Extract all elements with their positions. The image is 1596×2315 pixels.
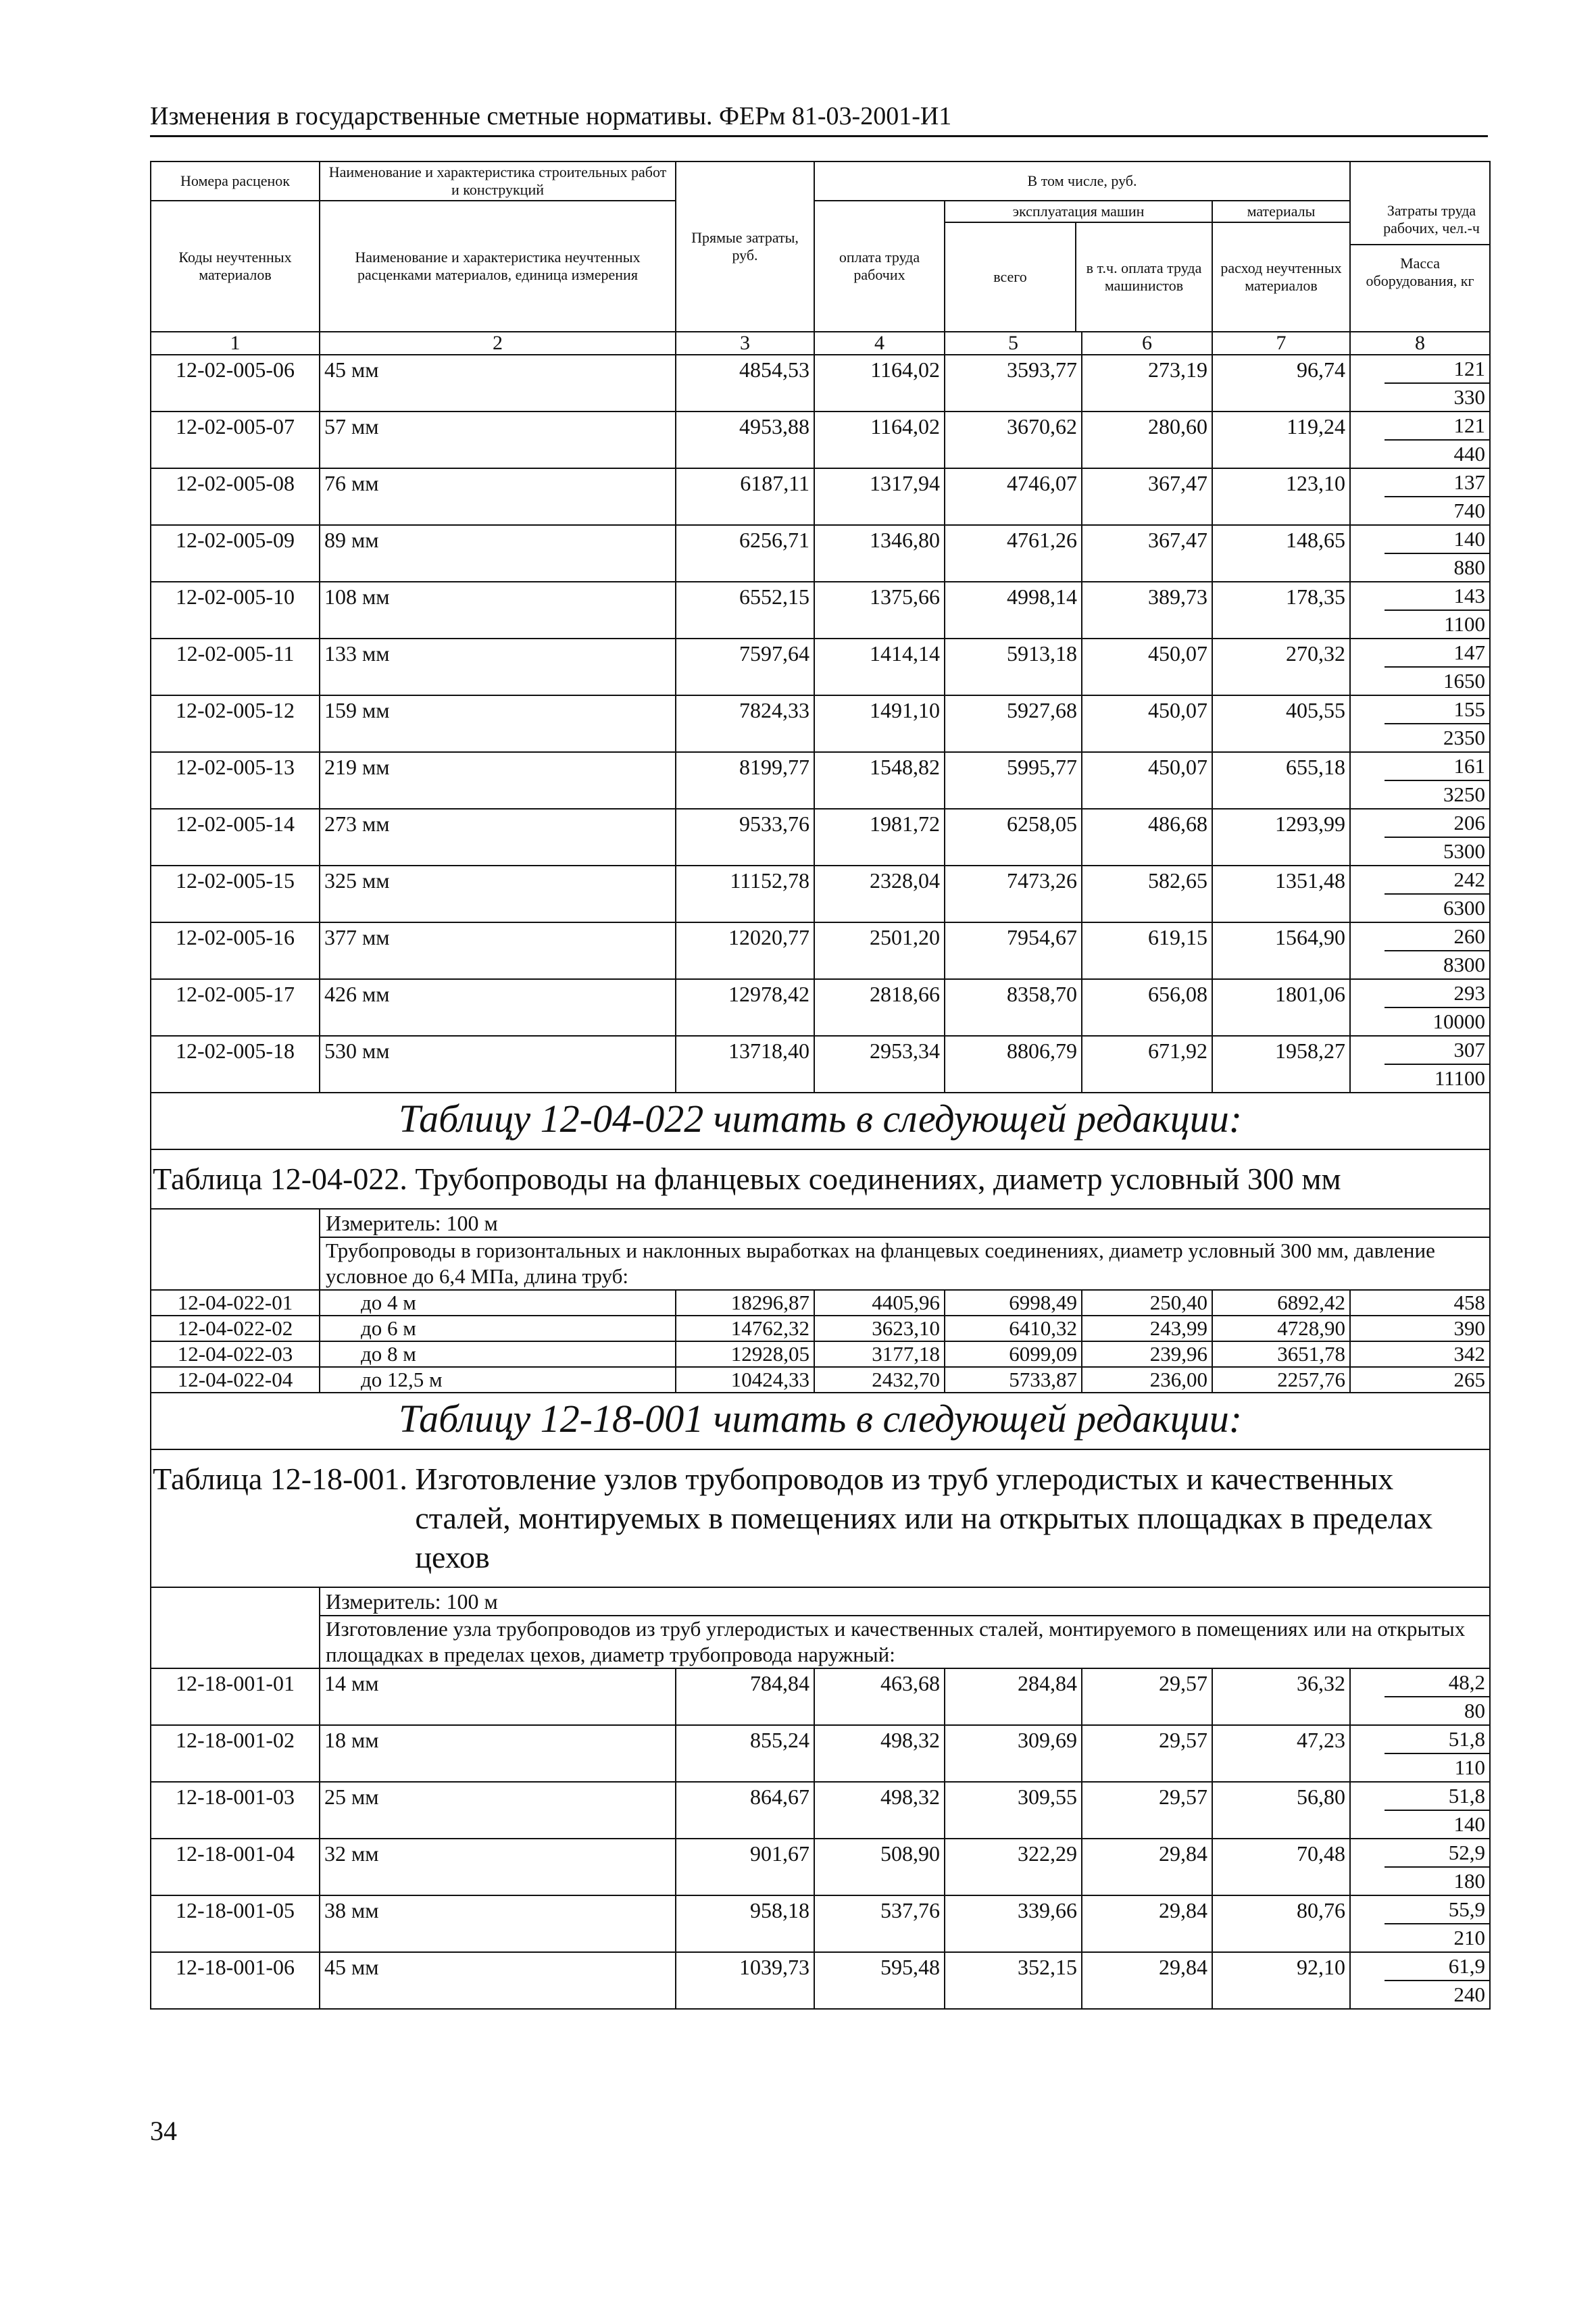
table-row [151, 809, 1490, 866]
equipment-mass: 1100 [1444, 612, 1486, 636]
machines-total: 322,29 [945, 1839, 1082, 1895]
table-12-18-001-title [151, 1449, 1490, 1587]
work-name: 273 мм [320, 809, 676, 866]
direct-cost: 7824,33 [676, 695, 814, 752]
col-number: 8 [1350, 332, 1490, 355]
equipment-mass: 80 [1464, 1699, 1486, 1722]
materials-cost: 1958,27 [1212, 1036, 1350, 1093]
machinists-wages: 389,73 [1082, 582, 1212, 639]
work-name: 377 мм [320, 922, 676, 979]
workers-wages: 1317,94 [814, 468, 945, 525]
table-caption: Трубопроводы на фланцевых соединениях, диаметр условный 300 мм [415, 1162, 1341, 1196]
machines-total: 7473,26 [945, 866, 1082, 922]
materials-cost: 3651,78 [1212, 1341, 1350, 1367]
materials-cost: 178,35 [1212, 582, 1350, 639]
rate-code: 12-02-005-16 [151, 922, 320, 979]
labor-mass-cell [1350, 695, 1490, 752]
table-row [151, 1036, 1490, 1093]
equipment-mass: 1650 [1443, 669, 1486, 693]
labor-cost: 61,9 [1385, 1953, 1489, 1981]
workers-wages: 2328,04 [814, 866, 945, 922]
workers-wages: 1981,72 [814, 809, 945, 866]
workers-wages: 498,32 [814, 1782, 945, 1839]
col2-top-header: Наименование и характеристика строительных работ и конструкций [320, 161, 676, 201]
rate-code: 12-18-001-05 [151, 1895, 320, 1952]
rate-code: 12-04-022-04 [151, 1367, 320, 1393]
work-name: 14 мм [320, 1668, 676, 1725]
workers-wages: 1164,02 [814, 412, 945, 468]
rate-code: 12-04-022-03 [151, 1341, 320, 1367]
page-header: Изменения в государственные сметные нормативы. ФЕРм 81-03-2001-И1 [150, 102, 952, 130]
labor-cost: 51,8 [1385, 1783, 1489, 1811]
rate-code: 12-02-005-07 [151, 412, 320, 468]
table-row [151, 752, 1490, 809]
machines-total: 6099,09 [945, 1341, 1082, 1367]
equipment-mass: 3250 [1443, 782, 1486, 806]
rate-code: 12-02-005-06 [151, 355, 320, 412]
table-row [151, 1895, 1490, 1952]
revision-banner-2: Таблицу 12-18-001 читать в следующей редакции: [151, 1393, 1490, 1449]
workers-wages: 2501,20 [814, 922, 945, 979]
labor-cost: 155 [1385, 696, 1489, 724]
machines-total: 309,69 [945, 1725, 1082, 1782]
machinists-wages: 273,19 [1082, 355, 1212, 412]
table-row [151, 468, 1490, 525]
machinists-wages: 280,60 [1082, 412, 1212, 468]
labor-mass-cell [1350, 979, 1490, 1036]
table-label: Таблица 12-04-022. [153, 1162, 407, 1196]
equipment-mass: 10000 [1432, 1010, 1486, 1033]
workers-wages: 1164,02 [814, 355, 945, 412]
work-name: 159 мм [320, 695, 676, 752]
direct-cost: 784,84 [676, 1668, 814, 1725]
labor-mass-cell [1350, 752, 1490, 809]
table-label: Таблица 12-18-001. [153, 1462, 407, 1496]
rate-code: 12-18-001-04 [151, 1839, 320, 1895]
labor-mass-cell [1350, 582, 1490, 639]
work-name: 219 мм [320, 752, 676, 809]
col-number: 2 [320, 332, 676, 355]
equipment-mass: 11100 [1434, 1066, 1486, 1090]
workers-wages: 2818,66 [814, 979, 945, 1036]
machines-header [945, 201, 1212, 332]
col2-bottom-header: Наименование и характеристика неучтенных расценками материалов, единица измерения [320, 201, 676, 332]
labor-mass-cell [1350, 922, 1490, 979]
labor-cost: 55,9 [1385, 1896, 1489, 1924]
direct-cost: 4953,88 [676, 412, 814, 468]
materials-cost: 1564,90 [1212, 922, 1350, 979]
labor-mass-cell [1350, 1725, 1490, 1782]
col6-header: в т.ч. оплата труда машинистов [1086, 259, 1202, 294]
materials-cost: 56,80 [1212, 1782, 1350, 1839]
labor-cost: 260 [1385, 923, 1489, 951]
machinists-wages: 243,99 [1082, 1316, 1212, 1341]
equipment-mass: 440 [1453, 442, 1486, 466]
work-name: 32 мм [320, 1839, 676, 1895]
table-row [151, 1952, 1490, 2009]
rate-code: 12-02-005-17 [151, 979, 320, 1036]
direct-cost: 12020,77 [676, 922, 814, 979]
work-name: 530 мм [320, 1036, 676, 1093]
direct-cost: 4854,53 [676, 355, 814, 412]
table-row [151, 1782, 1490, 1839]
equipment-mass: 8300 [1443, 953, 1486, 976]
machines-total: 352,15 [945, 1952, 1082, 2009]
table-row [151, 695, 1490, 752]
table-row [151, 1341, 1490, 1367]
work-name: 45 мм [320, 355, 676, 412]
col1-top-header: Номера расценок [151, 161, 320, 201]
labor-cost: 161 [1385, 753, 1489, 781]
table-row [151, 866, 1490, 922]
equipment-mass: 110 [1454, 1756, 1486, 1779]
rate-code: 12-02-005-18 [151, 1036, 320, 1093]
work-name: 45 мм [320, 1952, 676, 2009]
equipment-mass: 740 [1453, 499, 1486, 522]
machines-label: эксплуатация машин [945, 201, 1212, 223]
materials-cost: 119,24 [1212, 412, 1350, 468]
col1-bottom-header: Коды неучтенных материалов [151, 201, 320, 332]
machines-total: 284,84 [945, 1668, 1082, 1725]
labor-mass-cell [1350, 412, 1490, 468]
measure-unit: Измеритель: 100 м [320, 1209, 1490, 1237]
labor-cost: 293 [1385, 980, 1489, 1008]
work-name: 76 мм [320, 468, 676, 525]
direct-cost: 8199,77 [676, 752, 814, 809]
equipment-mass: 2350 [1443, 726, 1486, 749]
table-row [151, 979, 1490, 1036]
machines-total: 7954,67 [945, 922, 1082, 979]
rate-code: 12-04-022-01 [151, 1290, 320, 1316]
machines-total: 3670,62 [945, 412, 1082, 468]
machinists-wages: 29,57 [1082, 1782, 1212, 1839]
including-header: В том числе, руб. [814, 161, 1350, 201]
machines-total: 309,55 [945, 1782, 1082, 1839]
machinists-wages: 582,65 [1082, 866, 1212, 922]
materials-cost: 70,48 [1212, 1839, 1350, 1895]
machinists-wages: 29,57 [1082, 1725, 1212, 1782]
workers-wages: 1414,14 [814, 639, 945, 695]
direct-cost: 864,67 [676, 1782, 814, 1839]
workers-wages: 3177,18 [814, 1341, 945, 1367]
machinists-wages: 656,08 [1082, 979, 1212, 1036]
labor-cost: 140 [1385, 526, 1489, 554]
table-row [151, 922, 1490, 979]
machinists-wages: 486,68 [1082, 809, 1212, 866]
direct-cost: 958,18 [676, 1895, 814, 1952]
workers-wages: 2953,34 [814, 1036, 945, 1093]
machinists-wages: 450,07 [1082, 695, 1212, 752]
labor-cost: 52,9 [1385, 1839, 1489, 1868]
materials-cost: 6892,42 [1212, 1290, 1350, 1316]
labor-mass-cell [1350, 1036, 1490, 1093]
materials-cost: 270,32 [1212, 639, 1350, 695]
materials-label: материалы [1213, 201, 1349, 223]
labor-cost: 307 [1385, 1037, 1489, 1065]
estimate-table [150, 161, 1491, 2010]
machines-total: 5733,87 [945, 1367, 1082, 1393]
machinists-wages: 450,07 [1082, 752, 1212, 809]
work-name: до 6 м [320, 1316, 676, 1341]
page-number: 34 [150, 2116, 177, 2146]
equipment-mass: 5300 [1443, 839, 1486, 863]
section-description: Изготовление узла трубопроводов из труб углеродистых и качественных сталей, монтируемого в помещениях или на открытых площадках в пределах цехов, диаметр трубопровода наружный: [320, 1616, 1490, 1668]
workers-wages: 508,90 [814, 1839, 945, 1895]
equipment-mass: 880 [1453, 555, 1486, 579]
work-name: 89 мм [320, 525, 676, 582]
labor-mass-cell [1350, 866, 1490, 922]
header-rule [150, 135, 1488, 137]
table-row [151, 582, 1490, 639]
col8-bottom-header: Масса оборудования, кг [1366, 255, 1474, 289]
rate-code: 12-02-005-15 [151, 866, 320, 922]
table-row [151, 1725, 1490, 1782]
machines-total: 4746,07 [945, 468, 1082, 525]
direct-cost: 855,24 [676, 1725, 814, 1782]
direct-cost: 1039,73 [676, 1952, 814, 2009]
direct-cost: 12978,42 [676, 979, 814, 1036]
table-row [151, 412, 1490, 468]
machines-total: 8806,79 [945, 1036, 1082, 1093]
table-row [151, 1290, 1490, 1316]
labor-cost: 137 [1385, 469, 1489, 497]
work-name: до 12,5 м [320, 1367, 676, 1393]
work-name: 426 мм [320, 979, 676, 1036]
rate-code: 12-02-005-13 [151, 752, 320, 809]
work-name: 325 мм [320, 866, 676, 922]
direct-cost: 901,67 [676, 1839, 814, 1895]
materials-cost: 4728,90 [1212, 1316, 1350, 1341]
work-name: 38 мм [320, 1895, 676, 1952]
workers-wages: 4405,96 [814, 1290, 945, 1316]
work-name: до 8 м [320, 1341, 676, 1367]
workers-wages: 1346,80 [814, 525, 945, 582]
labor-cost: 143 [1385, 582, 1489, 611]
rate-code: 12-04-022-02 [151, 1316, 320, 1341]
rate-code: 12-02-005-09 [151, 525, 320, 582]
col-number: 6 [1082, 332, 1212, 355]
materials-cost: 92,10 [1212, 1952, 1350, 2009]
col8-top-header: Затраты труда рабочих, чел.-ч [1351, 199, 1489, 245]
materials-cost: 1801,06 [1212, 979, 1350, 1036]
machinists-wages: 450,07 [1082, 639, 1212, 695]
machinists-wages: 29,84 [1082, 1895, 1212, 1952]
col3-header: Прямые затраты, руб. [676, 161, 814, 332]
table-12-04-022-title [151, 1149, 1490, 1209]
direct-cost: 6256,71 [676, 525, 814, 582]
machinists-wages: 29,57 [1082, 1668, 1212, 1725]
direct-cost: 6187,11 [676, 468, 814, 525]
workers-wages: 2432,70 [814, 1367, 945, 1393]
equipment-mass: 330 [1453, 385, 1486, 409]
work-name: 133 мм [320, 639, 676, 695]
equipment-mass: 6300 [1443, 896, 1486, 920]
equipment-mass: 140 [1453, 1812, 1486, 1836]
machinists-wages: 367,47 [1082, 525, 1212, 582]
col-number: 4 [814, 332, 945, 355]
labor-mass-cell [1350, 639, 1490, 695]
workers-wages: 463,68 [814, 1668, 945, 1725]
labor-cost: 206 [1385, 810, 1489, 838]
workers-wages: 3623,10 [814, 1316, 945, 1341]
measure-unit: Измеритель: 100 м [320, 1587, 1490, 1616]
rate-code: 12-02-005-08 [151, 468, 320, 525]
materials-cost: 47,23 [1212, 1725, 1350, 1782]
equipment-mass: 210 [1453, 1926, 1486, 1949]
direct-cost: 13718,40 [676, 1036, 814, 1093]
workers-wages: 595,48 [814, 1952, 945, 2009]
col4-header: оплата труда рабочих [814, 201, 945, 332]
labor-mass-cell [1350, 525, 1490, 582]
workers-wages: 498,32 [814, 1725, 945, 1782]
work-name: 18 мм [320, 1725, 676, 1782]
machinists-wages: 619,15 [1082, 922, 1212, 979]
machinists-wages: 236,00 [1082, 1367, 1212, 1393]
direct-cost: 9533,76 [676, 809, 814, 866]
labor-cost: 242 [1385, 866, 1489, 895]
direct-cost: 11152,78 [676, 866, 814, 922]
labor-mass-cell [1350, 809, 1490, 866]
labor-cost: 342 [1350, 1341, 1490, 1367]
direct-cost: 10424,33 [676, 1367, 814, 1393]
table-caption: Изготовление узлов трубопроводов из труб углеродистых и качественных сталей, монтируемых в помещениях или на открытых площадках в пределах цехов [415, 1462, 1433, 1574]
workers-wages: 1548,82 [814, 752, 945, 809]
labor-mass-cell [1350, 355, 1490, 412]
labor-mass-cell [1350, 468, 1490, 525]
labor-cost: 48,2 [1385, 1669, 1489, 1697]
labor-mass-cell [1350, 1895, 1490, 1952]
rate-code: 12-18-001-03 [151, 1782, 320, 1839]
table-row [151, 639, 1490, 695]
col-number: 3 [676, 332, 814, 355]
materials-cost: 405,55 [1212, 695, 1350, 752]
col8-header [1350, 161, 1490, 332]
machines-total: 3593,77 [945, 355, 1082, 412]
rate-code: 12-02-005-10 [151, 582, 320, 639]
labor-cost: 458 [1350, 1290, 1490, 1316]
table-row [151, 355, 1490, 412]
machines-total: 4761,26 [945, 525, 1082, 582]
materials-cost: 1351,48 [1212, 866, 1350, 922]
work-name: 25 мм [320, 1782, 676, 1839]
machines-total: 5913,18 [945, 639, 1082, 695]
machinists-wages: 239,96 [1082, 1341, 1212, 1367]
workers-wages: 537,76 [814, 1895, 945, 1952]
direct-cost: 7597,64 [676, 639, 814, 695]
machinists-wages: 29,84 [1082, 1839, 1212, 1895]
machines-total: 6258,05 [945, 809, 1082, 866]
labor-cost: 265 [1350, 1367, 1490, 1393]
labor-mass-cell [1350, 1839, 1490, 1895]
workers-wages: 1491,10 [814, 695, 945, 752]
materials-cost: 2257,76 [1212, 1367, 1350, 1393]
labor-cost: 121 [1385, 355, 1489, 384]
work-name: до 4 м [320, 1290, 676, 1316]
rate-code: 12-18-001-02 [151, 1725, 320, 1782]
materials-cost: 148,65 [1212, 525, 1350, 582]
direct-cost: 12928,05 [676, 1341, 814, 1367]
col-number: 7 [1212, 332, 1350, 355]
work-name: 108 мм [320, 582, 676, 639]
work-name: 57 мм [320, 412, 676, 468]
machinists-wages: 671,92 [1082, 1036, 1212, 1093]
section-description: Трубопроводы в горизонтальных и наклонных выработках на фланцевых соединениях, диаметр условный 300 мм, давление условное до 6,4 МПа, длина труб: [320, 1237, 1490, 1290]
col-number: 5 [945, 332, 1082, 355]
rate-code: 12-18-001-01 [151, 1668, 320, 1725]
materials-header [1212, 201, 1350, 332]
col-number: 1 [151, 332, 320, 355]
table-row [151, 1367, 1490, 1393]
labor-cost: 121 [1385, 412, 1489, 441]
direct-cost: 6552,15 [676, 582, 814, 639]
rate-code: 12-02-005-11 [151, 639, 320, 695]
machines-total: 5995,77 [945, 752, 1082, 809]
rate-code: 12-02-005-12 [151, 695, 320, 752]
table-row [151, 1839, 1490, 1895]
direct-cost: 14762,32 [676, 1316, 814, 1341]
labor-cost: 390 [1350, 1316, 1490, 1341]
machinists-wages: 250,40 [1082, 1290, 1212, 1316]
machines-total: 8358,70 [945, 979, 1082, 1036]
table-row [151, 1668, 1490, 1725]
col5-header: всего [945, 223, 1076, 331]
equipment-mass: 180 [1453, 1869, 1486, 1893]
materials-cost: 655,18 [1212, 752, 1350, 809]
machinists-wages: 29,84 [1082, 1952, 1212, 2009]
materials-cost: 80,76 [1212, 1895, 1350, 1952]
labor-cost: 147 [1385, 639, 1489, 668]
table-row [151, 525, 1490, 582]
materials-cost: 36,32 [1212, 1668, 1350, 1725]
col7-header: расход неучтенных материалов [1220, 259, 1342, 294]
machines-total: 4998,14 [945, 582, 1082, 639]
labor-mass-cell [1350, 1782, 1490, 1839]
workers-wages: 1375,66 [814, 582, 945, 639]
labor-cost: 51,8 [1385, 1726, 1489, 1754]
labor-mass-cell [1350, 1668, 1490, 1725]
materials-cost: 96,74 [1212, 355, 1350, 412]
machines-total: 339,66 [945, 1895, 1082, 1952]
machines-total: 6410,32 [945, 1316, 1082, 1341]
revision-banner-1: Таблицу 12-04-022 читать в следующей редакции: [151, 1093, 1490, 1149]
labor-mass-cell [1350, 1952, 1490, 2009]
direct-cost: 18296,87 [676, 1290, 814, 1316]
rate-code: 12-18-001-06 [151, 1952, 320, 2009]
materials-cost: 1293,99 [1212, 809, 1350, 866]
machines-total: 6998,49 [945, 1290, 1082, 1316]
machines-total: 5927,68 [945, 695, 1082, 752]
materials-cost: 123,10 [1212, 468, 1350, 525]
rate-code: 12-02-005-14 [151, 809, 320, 866]
machinists-wages: 367,47 [1082, 468, 1212, 525]
equipment-mass: 240 [1453, 1983, 1486, 2006]
table-row [151, 1316, 1490, 1341]
